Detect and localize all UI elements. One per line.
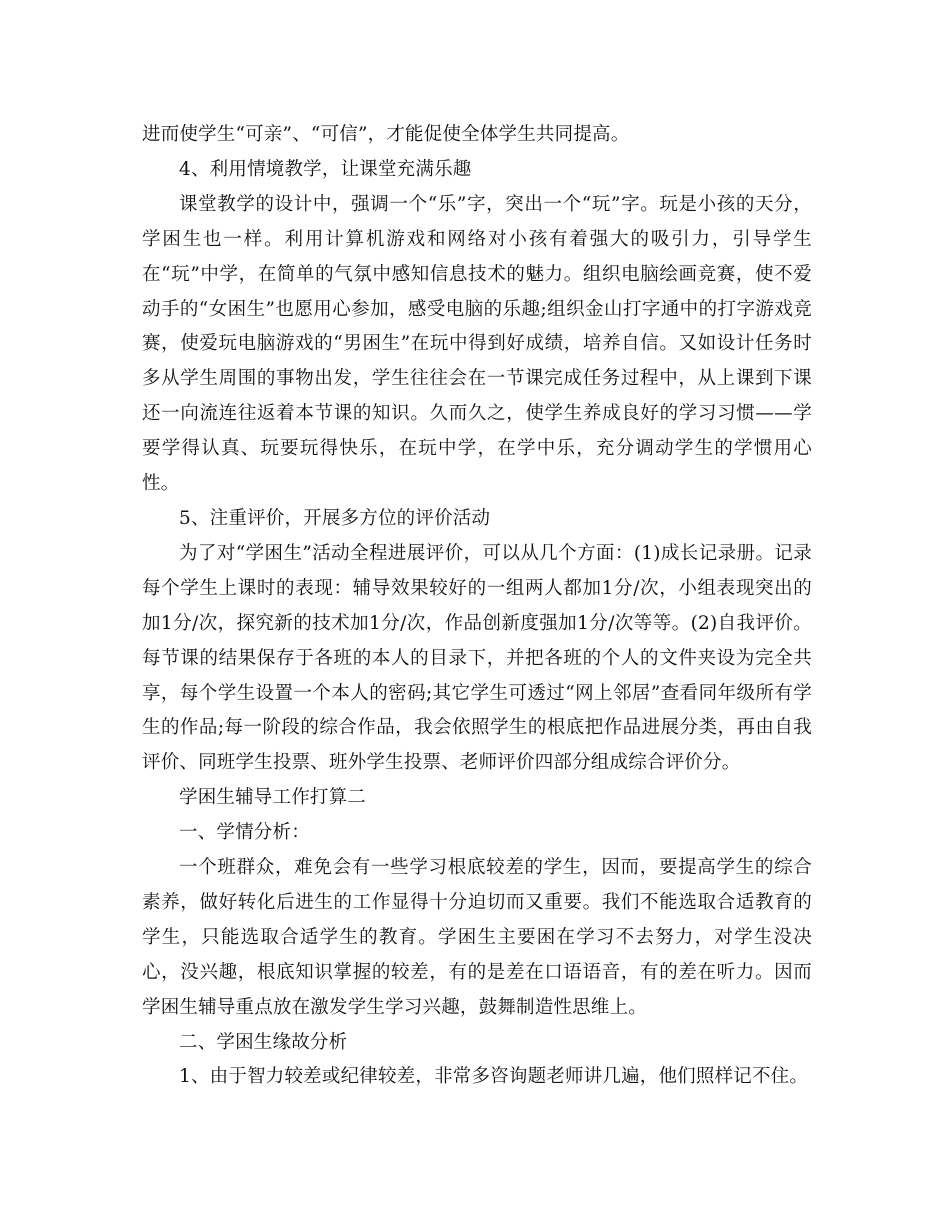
paragraph-classroom-design: 课堂教学的设计中，强调一个“乐”字，突出一个“玩”字。玩是小孩的天分，学困生也一样。利用计算机游戏和网络对小孩有着强大的吸引力，引导学生在“玩”中学，在简单的气氛中感知信息技术的魅力。组织电脑绘画竞赛，使不爱动手的“女困生”也愿用心参加，感受电脑的乐趣;组织金山打字通中的打字游戏竞赛，使爱玩电脑游戏的“男困生”在玩中得到好成绩，培养自信。又如设计任务时多从学生周围的事物出发，学生往往会在一节课完成任务过程中，从上课到下课还一向流连往返着本节课的知识。久而久之，使学生养成良好的学习习惯——学要学得认真、玩要玩得快乐，在玩中学，在学中乐，充分调动学生的学惯用心性。 xyxy=(142,193,812,495)
paragraph-evaluation-methods: 为了对“学困生”活动全程进展评价，可以从几个方面：(1)成长记录册。记录每个学生上课时的表现：辅导效果较好的一组两人都加1分/次，小组表现突出的加1分/次，探究新的技术加1分/次，作品创新度强加1分/次等等。(2)自我评价。每节课的结果保存于各班的本人的目录下，并把各班的个人的文件夹设为完全共享，每个学生设置一个本人的密码;其它学生可透过“网上邻居”查看同年级所有学生的作品;每一阶段的综合作品，我会依照学生的根底把作品进展分类，再由自我评价、同班学生投票、班外学生投票、老师评价四部分组成综合评价分。 xyxy=(142,542,812,774)
paragraph-student-analysis: 一个班群众，难免会有一些学习根底较差的学生，因而，要提高学生的综合素养，做好转化后进生的工作显得十分迫切而又重要。我们不能选取合适教育的学生，只能选取合适学生的教育。学困生主要困在学习不去努力，对学生没决心，没兴趣，根底知识掌握的较差，有的是差在口语语音，有的差在听力。因而学困生辅导重点放在激发学生学习兴趣，鼓舞制造性思维上。 xyxy=(142,857,812,1018)
section-heading-analysis: 一、学情分析： xyxy=(179,822,310,844)
section-heading-evaluation: 5、注重评价，开展多方位的评价活动 xyxy=(179,507,491,529)
section-title-plan-two: 学困生辅导工作打算二 xyxy=(179,787,367,809)
paragraph-continuation: 进而使学生“可亲”、“可信”，才能促使全体学生共同提高。 xyxy=(142,124,630,145)
section-heading-situational-teaching: 4、利用情境教学，让课堂充满乐趣 xyxy=(179,158,472,180)
paragraph-cause-one: 1、由于智力较差或纪律较差，非常多咨询题老师讲几遍，他们照样记不住。 xyxy=(179,1066,809,1088)
document-body xyxy=(142,118,812,1095)
section-heading-causes: 二、学困生缘故分析 xyxy=(179,1031,348,1053)
